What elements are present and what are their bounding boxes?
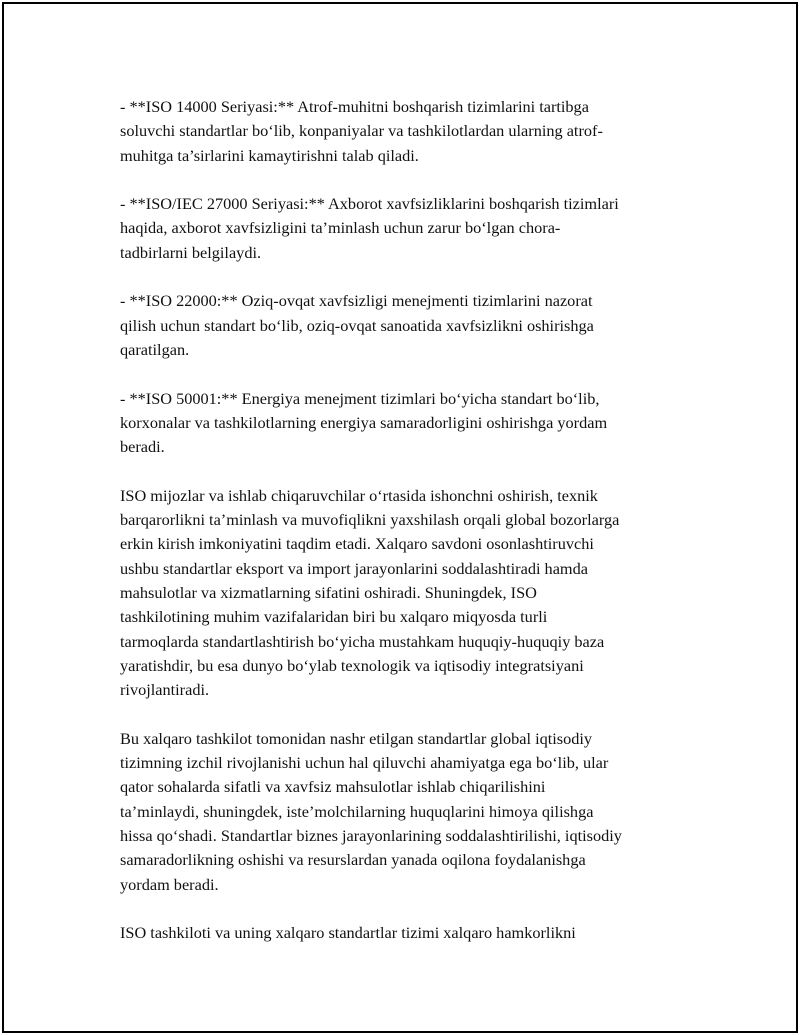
- paragraph-iso-27000: - **ISO/IEC 27000 Seriyasi:** Axborot xavfsizliklarini boshqarish tizimlari haqida, axborot xavfsizligini ta’minlash uchun zarur bo‘lgan chora- tadbirlarni belgilaydi.: [120, 194, 619, 262]
- paragraph-standards-economy: Bu xalqaro tashkilot tomonidan nashr etilgan standartlar global iqtisodiy tizimning izchil rivojlanishi uchun hal qiluvchi ahamiyatga ega bo‘lib, ular qator sohalarda sifatli va xavfsiz mahsulotlar ishlab chiqarilishini ta’minlaydi, shuningdek, iste’molchilarning huquqlarini himoya qilishga hissa qo‘shadi. Standartlar biznes jarayonlarining soddalashtirilishi, iqtisodiy samaradorlikning oshishi va resurslardan yanada oqilona foydalanishga yordam beradi.: [120, 728, 622, 894]
- page-frame: [2, 2, 798, 1033]
- paragraph-iso-trust: ISO mijozlar va ishlab chiqaruvchilar o‘rtasida ishonchni oshirish, texnik barqarorlikni ta’minlash va muvofiqlikni yaxshilash orqali global bozorlarga erkin kirish imkoniyatini taqdim etadi. Xalqaro savdoni osonlashtiruvchi ushbu standartlar eksport va import jarayonlarini soddalashtiradi hamda mahsulotlar va xizmatlarning sifatini oshiradi. Shuningdek, ISO tashkilotining muhim vazifalaridan biri bu xalqaro miqyosda turli tarmoqlarda standartlashtirish bo‘yicha mustahkam huquqiy-huquqiy baza yaratishdir, bu esa dunyo bo‘ylab texnologik va iqtisodiy integratsiyani rivojlantiradi.: [120, 485, 620, 700]
- document-body: [120, 95, 700, 970]
- paragraph-iso-50001: - **ISO 50001:** Energiya menejment tizimlari bo‘yicha standart bo‘lib, korxonalar va tashkilotlarning energiya samaradorligini oshirishga yordam beradi.: [120, 388, 608, 457]
- paragraph-iso-14000: - **ISO 14000 Seriyasi:** Atrof-muhitni boshqarish tizimlarini tartibga soluvchi standartlar bo‘lib, konpaniyalar va tashkilotlardan ularning atrof- muhitga ta’sirlarini kamaytirishni talab qiladi.: [120, 97, 603, 165]
- paragraph-iso-cooperation: ISO tashkiloti va uning xalqaro standartlar tizimi xalqaro hamkorlikni: [120, 923, 576, 943]
- paragraph-iso-22000: - **ISO 22000:** Oziq-ovqat xavfsizligi menejmenti tizimlarini nazorat qilish uchun standart bo‘lib, oziq-ovqat sanoatida xavfsizlikni oshirishga qaratilgan.: [120, 291, 594, 359]
